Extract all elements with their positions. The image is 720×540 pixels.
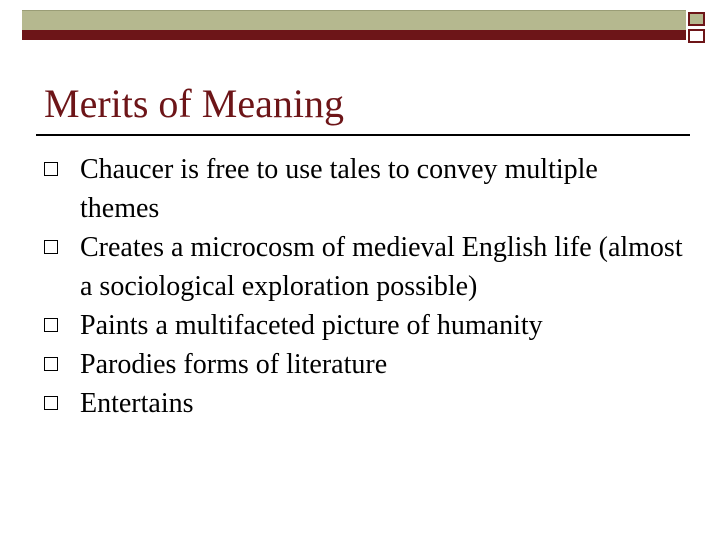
bullet-text: Chaucer is free to use tales to convey multiple themes <box>80 154 598 224</box>
bullet-text: Parodies forms of literature <box>80 349 388 380</box>
title-underline <box>36 134 690 136</box>
header-stripe <box>22 30 686 40</box>
bullet-text: Entertains <box>80 388 194 419</box>
slide-title: Merits of Meaning <box>44 81 344 126</box>
hollow-square-bullet-icon <box>44 240 58 254</box>
bullet-item <box>44 150 684 228</box>
header-box-icon <box>688 29 705 43</box>
hollow-square-bullet-icon <box>44 162 58 176</box>
bullet-text: Paints a multifaceted picture of humanity <box>80 310 543 341</box>
bullet-item <box>44 228 684 306</box>
hollow-square-bullet-icon <box>44 357 58 371</box>
bullet-text: Creates a microcosm of medieval English life (almost a sociological exploration possible) <box>80 232 683 302</box>
header-box-icon <box>688 12 705 26</box>
bullet-item <box>44 306 684 345</box>
hollow-square-bullet-icon <box>44 318 58 332</box>
hollow-square-bullet-icon <box>44 396 58 410</box>
bullet-item <box>44 345 684 384</box>
bullet-item <box>44 384 684 423</box>
bullet-list <box>44 150 684 423</box>
